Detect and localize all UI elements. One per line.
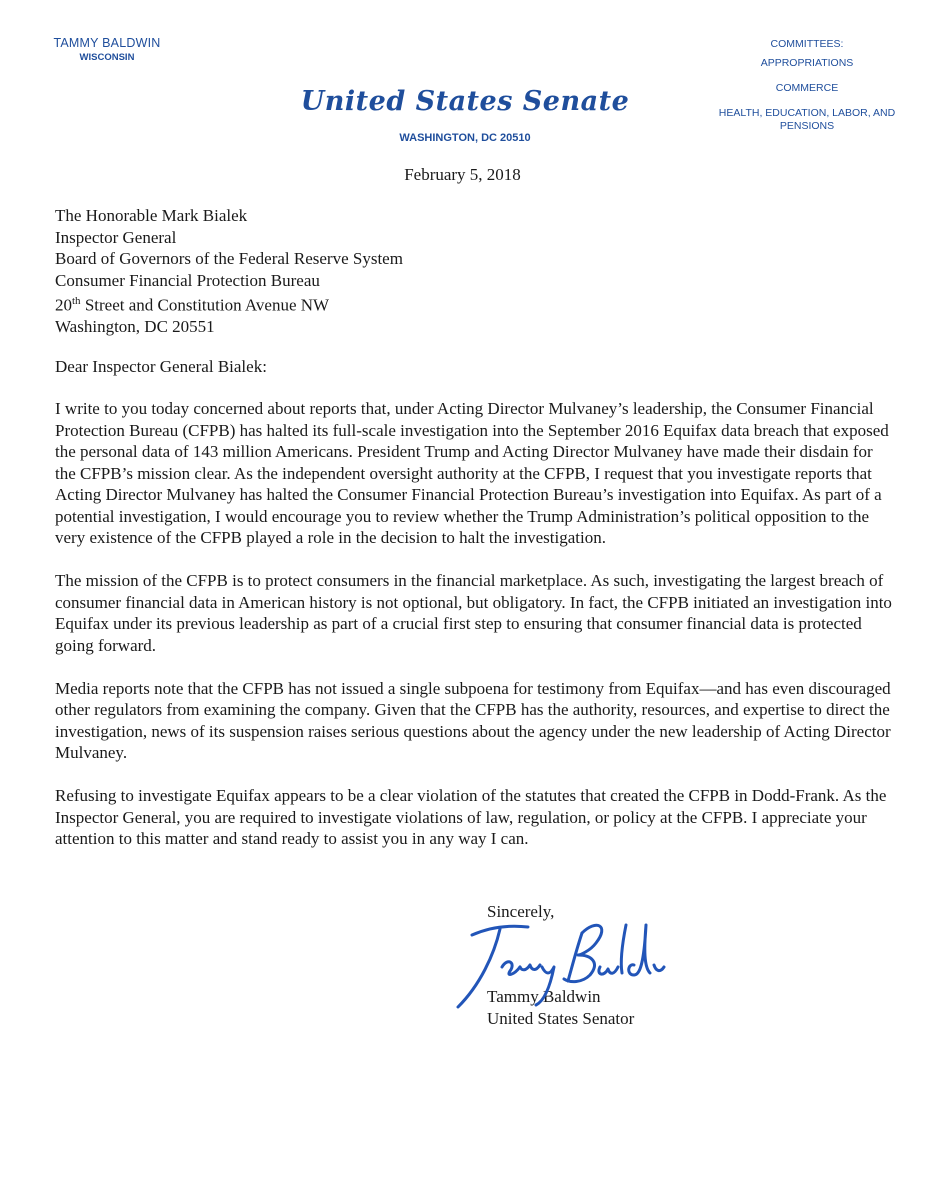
recipient-line: The Honorable Mark Bialek [55, 206, 248, 225]
committees-block [717, 38, 897, 133]
body-paragraph: The mission of the CFPB is to protect consumers in the financial marketplace. As such, investigating the largest breach of consumer financial data in American history is not optional, but obligatory. In fact, the CFPB initiated an investigation into Equifax under its previous leadership as part of a crucial first step to ensuring that consumer financial data is protected going forward. [55, 571, 892, 655]
recipient-address [55, 205, 855, 338]
institution-location: WASHINGTON, DC 20510 [399, 132, 531, 144]
sender-block [32, 36, 182, 63]
street-number: 20 [55, 295, 72, 315]
handwritten-signature [450, 905, 670, 1015]
letter-body [55, 398, 895, 871]
committee-item: HEALTH, EDUCATION, LABOR, AND PENSIONS [718, 107, 896, 132]
salutation: Dear Inspector General Bialek: [55, 357, 267, 376]
recipient-line [55, 291, 855, 316]
body-paragraph: Media reports note that the CFPB has not issued a single subpoena for testimony from Equifax—and has even discouraged other regulators from examining the company. Given that the CFPB has the authority, resources, and expertise to direct the investigation, news of its suspension raises serious questions about the agency under the new leadership of Acting Director Mulvaney. [55, 678, 891, 762]
committees-title: COMMITTEES: [770, 38, 844, 50]
recipient-line: Board of Governors of the Federal Reserve System [55, 249, 403, 268]
body-paragraph: Refusing to investigate Equifax appears to be a clear violation of the statutes that created the CFPB in Dodd-Frank. As the Inspector General, you are required to investigate violations of law, regulation, or policy at the CFPB. I appreciate your attention to this matter and stand ready to assist you in any way I can. [55, 786, 887, 848]
letter-date: February 5, 2018 [404, 165, 521, 184]
sender-name: TAMMY BALDWIN [53, 36, 161, 50]
street-name: Street and Constitution Avenue NW [80, 295, 330, 315]
committee-item: APPROPRIATIONS [760, 57, 854, 69]
signer-name: Tammy Baldwin [487, 987, 601, 1006]
recipient-line: Consumer Financial Protection Bureau [55, 270, 320, 290]
signer-title: United States Senator [487, 1008, 635, 1028]
institution-title: United States Senate [300, 86, 630, 117]
street-ordinal: th [72, 295, 81, 307]
recipient-line: Inspector General [55, 227, 177, 247]
closing: Sincerely, [487, 902, 555, 921]
recipient-line: Washington, DC 20551 [55, 317, 215, 337]
committee-item: COMMERCE [775, 82, 839, 94]
body-paragraph: I write to you today concerned about reports that, under Acting Director Mulvaney’s leadership, the Consumer Financial Protection Bureau (CFPB) has halted its full-scale investigation into the September 2016 Equifax data breach that exposed the personal data of 143 million Americans. President Trump and Acting Director Mulvaney have made their disdain for the CFPB’s mission clear. As the independent oversight authority at the CFPB, I request that you investigate reports that Acting Director Mulvaney has halted the Consumer Financial Protection Bureau’s investigation into Equifax. As part of a potential investigation, I would encourage you to review whether the Trump Administration’s political opposition to the very existence of the CFPB played a role in the decision to halt the investigation. [55, 399, 889, 547]
sender-state: WISCONSIN [79, 52, 135, 63]
